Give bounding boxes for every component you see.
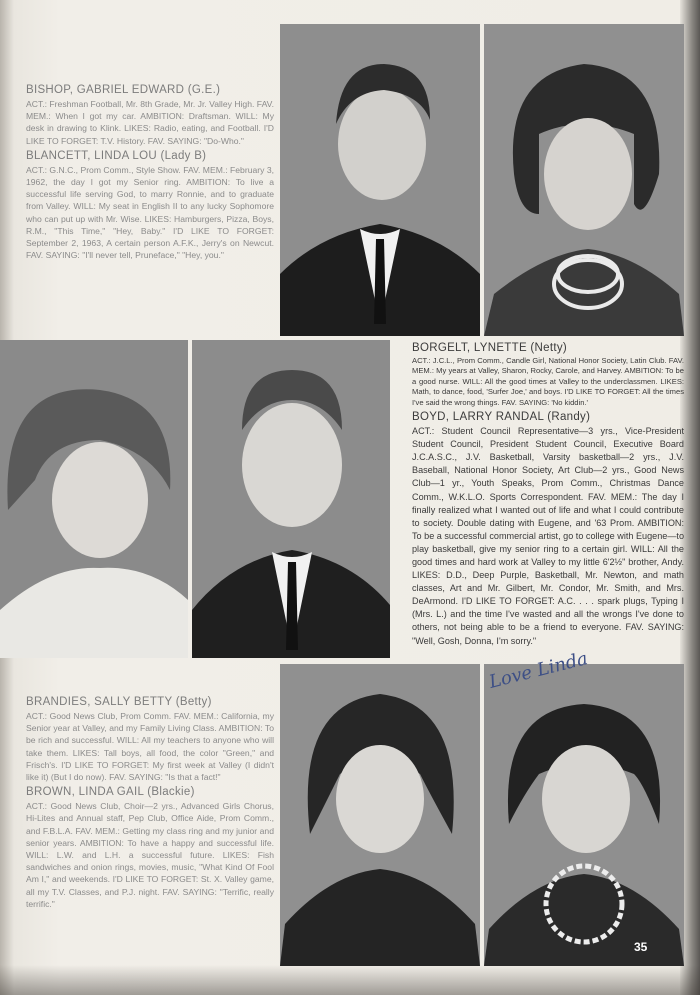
photo-blancett bbox=[484, 24, 684, 336]
student-bio: ACT.: Freshman Football, Mr. 8th Grade, Mr. Jr. Valley High. FAV. MEM.: When I got my car. AMBITION: Draftsman. WILL: My desk in drawing to Klink. LIKES: Radio, eating, and Football. I'D LIKE TO FORGET: T.V. History. FAV. SAYING: "Do-Who." bbox=[26, 99, 274, 146]
photo-bishop bbox=[280, 24, 480, 336]
student-bio: ACT.: J.C.L., Prom Comm., Candle Girl, National Honor Society, Latin Club. FAV. MEM.: My years at Valley, Sharon, Rocky, Carole, and Harvey. AMBITION: To be a good nurse. WILL: All the good times at Valley to the underclassmen. LIKES: Math, to dance, food, 'Surfer Joe,' and boys. I'D LIKE TO FORGET: All the times I've said the wrong things. FAV. SAYING: 'No kiddin.' bbox=[412, 356, 684, 407]
bio-block-middle-right bbox=[412, 342, 684, 651]
student-bio: ACT.: Student Council Representative—3 yrs., Vice-President Student Council, President Student Council, Executive Board J.C.A.S.C., J.V. Basketball, Varsity basketball—2 yrs., J.V. Baseball, National Honor Society, Art Club—2 yrs., Good News Club—1 yr., Youth Speaks, Prom Comm., Christmas Dance Comm., W.K.L.O. Sports Correspondent. FAV. MEM.: The day I finally realized what I wanted out of life and what I could contribute to society. Double dating with Eugene, and '63 Prom. AMBITION: To be a successful commercial artist, go to college with Eugene—to play basketball, give my senior ring to a certain girl. WILL: All the good times and hard work at Valley to my little 6'2½" brother, Andy. LIKES: D.D., Deep Purple, Basketball, Mr. Newton, and math classes, Art and Mr. Gilbert, Mr. Condor, Mr. Smith, and Mrs. DeArmond. I'D LIKE TO FORGET: A.C. . . . spark plugs, Typing I (Mrs. L.) and the time I've wasted and all the wrongs I've done to others, not being able to be a friend to everyone. FAV. SAYING: "Well, Gosh, Donna, I'm sorry." bbox=[412, 426, 684, 646]
photo-borgelt bbox=[0, 340, 188, 658]
student-bio: ACT.: Good News Club, Prom Comm. FAV. MEM.: California, my Senior year at Valley, and my Family Living Class. AMBITION: To be rich and successful. WILL: All my teachers to anyone who will take them. LIKES: Tall boys, all food, the color "Green," and Frisch's. I'D LIKE TO FORGET: My first week at Valley (I didn't like it) (But I do now). FAV. SAYING: "Is that a fact!" bbox=[26, 711, 274, 783]
student-name: BORGELT, LYNETTE (Netty) bbox=[412, 342, 568, 354]
student-name: BISHOP, GABRIEL EDWARD (G.E.) bbox=[26, 84, 221, 96]
photo-brandies bbox=[280, 664, 480, 966]
student-name: BROWN, LINDA GAIL (Blackie) bbox=[26, 786, 195, 799]
student-name: BRANDIES, SALLY BETTY (Betty) bbox=[26, 696, 212, 708]
photo-brown bbox=[484, 664, 684, 966]
student-name: BOYD, LARRY RANDAL (Randy) bbox=[412, 411, 591, 424]
student-name: BLANCETT, LINDA LOU (Lady B) bbox=[26, 149, 207, 162]
bio-block-top-left bbox=[26, 84, 274, 264]
student-bio: ACT.: Good News Club, Choir—2 yrs., Advanced Girls Chorus, Hi-Lites and Annual staff, Pep Club, Office Aide, Prom Comm., and F.B.L.A. FAV. MEM.: Getting my class ring and my junior and senior years. AMBITION: To have a happy and successful life. WILL: L.W. and L.H. a successful future. LIKES: Fish sandwiches and onion rings, movies, music, "What Kind Of Fool Am I," and weekends. I'D LIKE TO FORGET: St. X. Valley game, all my T.V. Classes, and P.J. night. FAV. SAYING: "Terrific, really terrific." bbox=[26, 801, 274, 909]
student-bio: ACT.: G.N.C., Prom Comm., Style Show. FAV. MEM.: February 3, 1962, the day I got my Senior ring. AMBITION: To live a successful life serving God, to marry Ronnie, and to graduate from Valley. WILL: My seat in English II to any lucky Sophomore who can put up with Mr. Wise. LIKES: Hamburgers, Pizza, Boys, R.M., "This Time," "Hey, Baby." I'D LIKE TO FORGET: September 2, 1963, A certain person A.F.K., Jerry's on Newcut. FAV. SAYING: "I'll never tell, Pruneface," "Hey, you." bbox=[26, 164, 274, 261]
bio-block-bottom-left bbox=[26, 696, 274, 913]
page-number: 35 bbox=[634, 940, 648, 954]
handwritten-signature: Love Linda bbox=[486, 648, 590, 693]
photo-boyd bbox=[192, 340, 390, 658]
page-edge-shadow bbox=[0, 965, 700, 995]
